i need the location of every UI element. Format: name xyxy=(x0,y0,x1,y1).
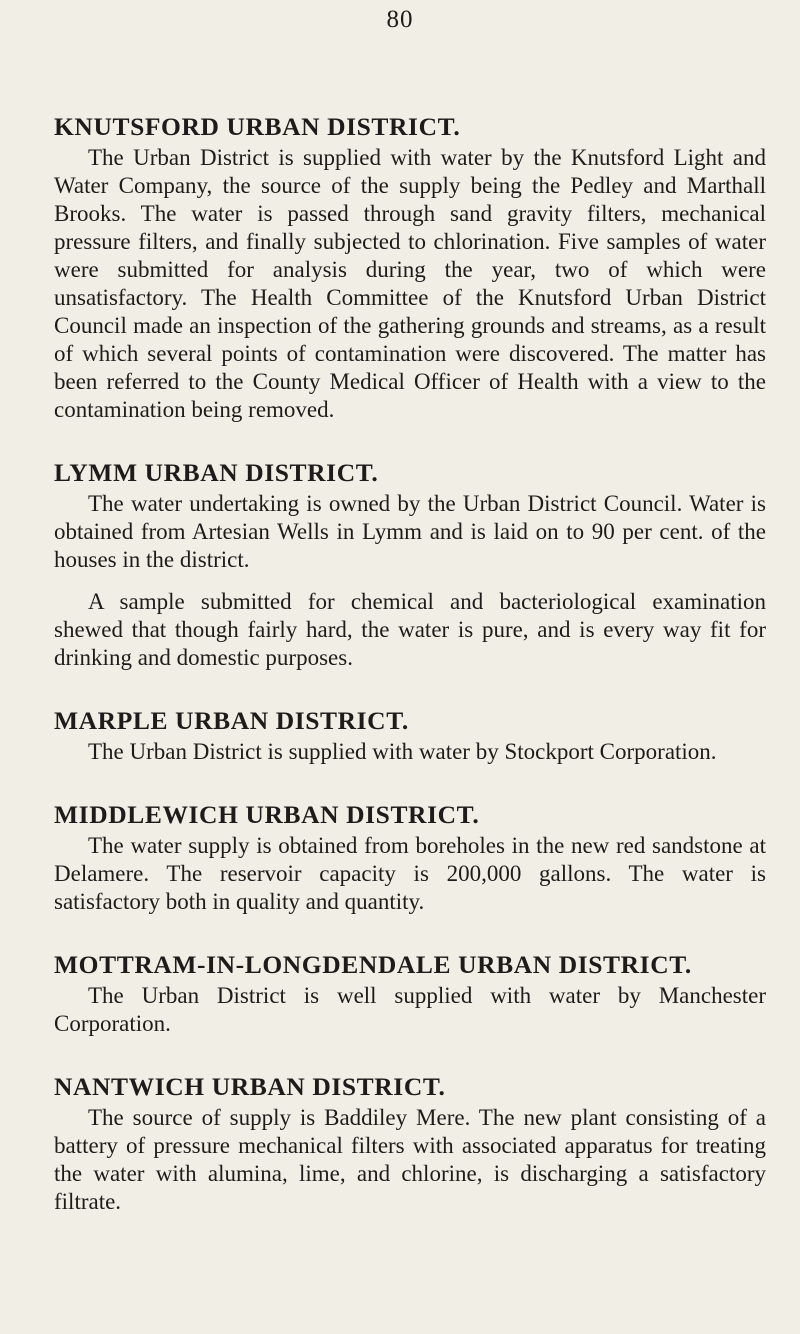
section-mottram xyxy=(54,950,766,1038)
section-lymm xyxy=(54,458,766,672)
section-heading: KNUTSFORD URBAN DISTRICT. xyxy=(54,112,461,141)
section-heading: MOTTRAM-IN-LONGDENDALE URBAN DISTRICT. xyxy=(54,950,692,979)
section-paragraph: The water supply is obtained from boreholes in the new red sandstone at Delamere. The reservoir capacity is 200,000 gallons. The water is satisfactory both in quality and quantity. xyxy=(54,833,766,914)
section-paragraph: The Urban District is supplied with water by the Knutsford Light and Water Company, the source of the supply being the Pedley and Marthall Brooks. The water is passed through sand gravity filters, mechanical pressure filters, and finally subjected to chlorination. Five samples of water were submitted for analysis during the year, two of which were unsatisfactory. The Health Committee of the Knutsford Urban District Council made an inspection of the gathering grounds and streams, as a result of which several points of contamination were discovered. The matter has been referred to the County Medical Officer of Health with a view to the contamination being removed. xyxy=(54,145,766,422)
section-paragraph: The source of supply is Baddiley Mere. The new plant consisting of a battery of pressure mechanical filters with associated apparatus for treating the water with alumina, lime, and chlorine, is discharging a satisfactory filtrate. xyxy=(54,1105,766,1214)
section-paragraph: The Urban District is well supplied with water by Manchester Corporation. xyxy=(54,983,766,1036)
section-knutsford xyxy=(54,112,766,424)
section-paragraph: The water undertaking is owned by the Urban District Council. Water is obtained from Artesian Wells in Lymm and is laid on to 90 per cent. of the houses in the district. xyxy=(54,491,766,572)
section-paragraph: A sample submitted for chemical and bacteriological examination shewed that though fairly hard, the water is pure, and is every way fit for drinking and domestic purposes. xyxy=(54,589,766,670)
section-heading: MARPLE URBAN DISTRICT. xyxy=(54,706,409,735)
section-heading: NANTWICH URBAN DISTRICT. xyxy=(54,1072,446,1101)
section-heading: LYMM URBAN DISTRICT. xyxy=(54,458,379,487)
section-heading: MIDDLEWICH URBAN DISTRICT. xyxy=(54,800,480,829)
section-nantwich xyxy=(54,1072,766,1216)
section-paragraph: The Urban District is supplied with water by Stockport Corporation. xyxy=(88,739,717,764)
section-marple xyxy=(54,706,766,766)
document-body xyxy=(54,112,766,1216)
section-middlewich xyxy=(54,800,766,916)
page-number: 80 xyxy=(386,6,414,33)
